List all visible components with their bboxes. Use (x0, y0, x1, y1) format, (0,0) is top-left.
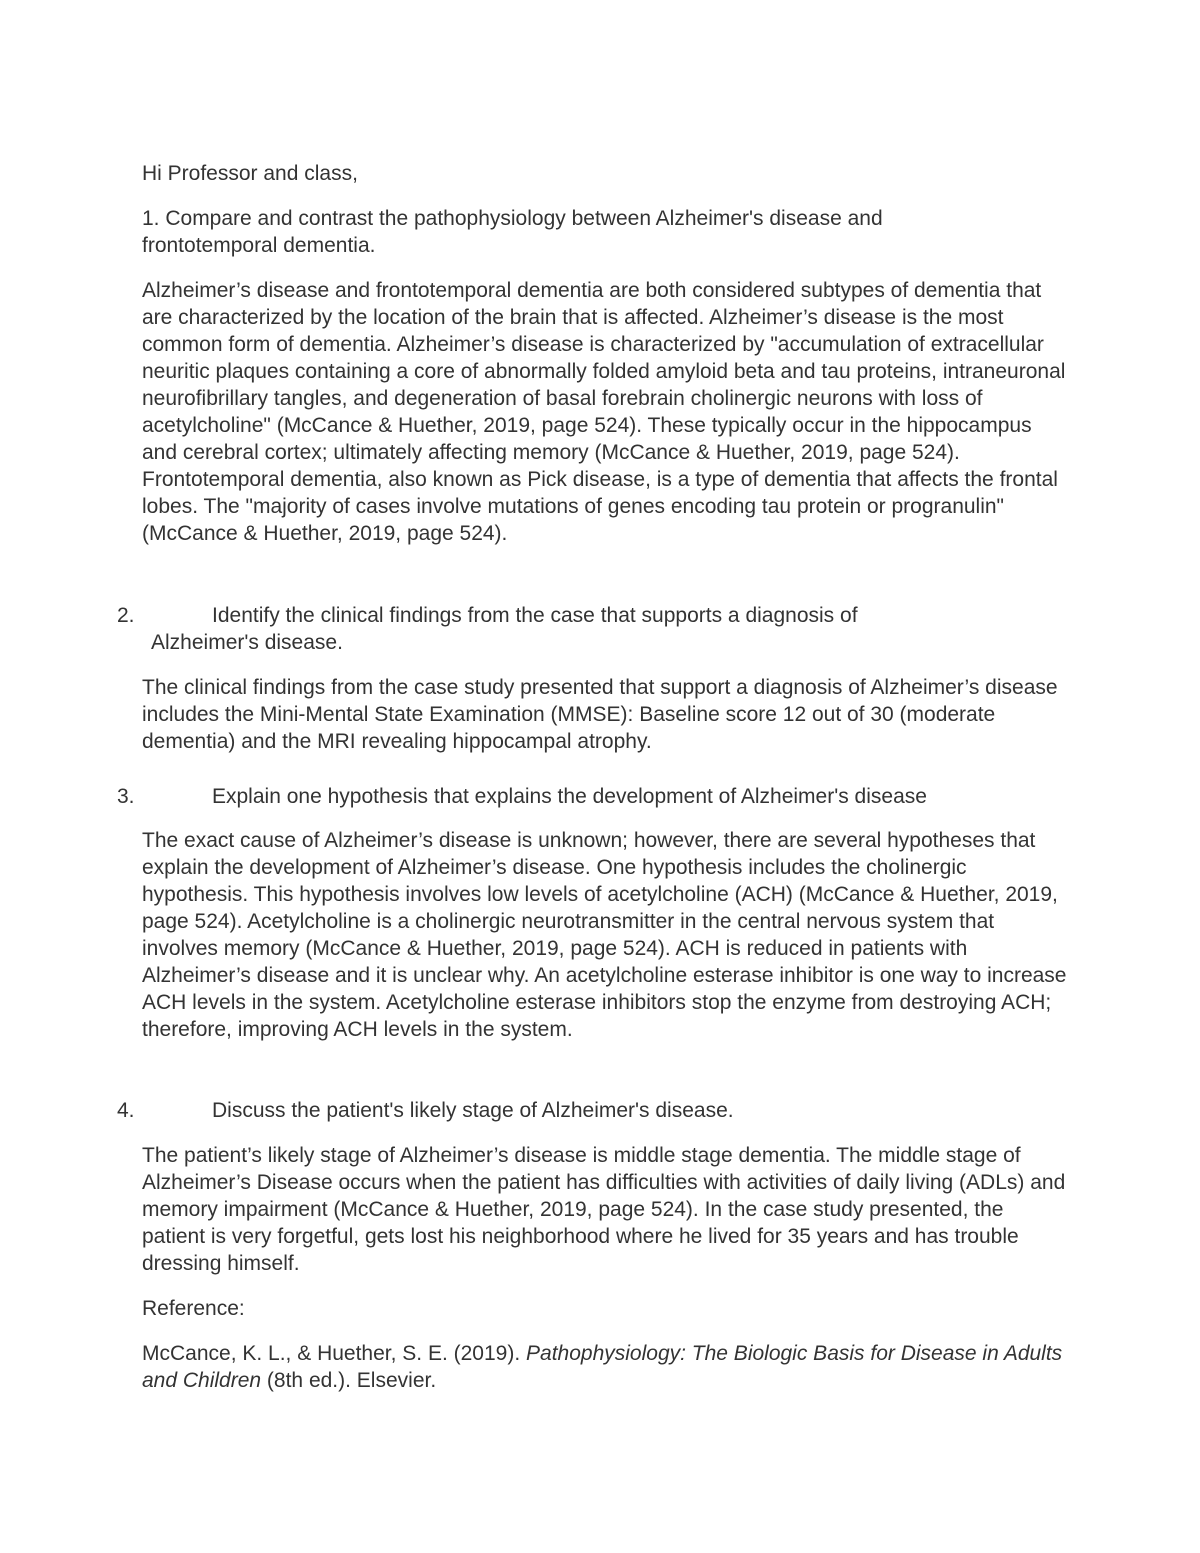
question-2-number: 2. (117, 604, 135, 627)
question-1-line-1: 1. Compare and contrast the pathophysiology between Alzheimer's disease and (142, 207, 883, 230)
reference-citation (142, 1340, 1072, 1394)
question-1 (142, 205, 1072, 259)
reference-publisher: (8th ed.). Elsevier. (261, 1369, 437, 1392)
answer-2: The clinical findings from the case study presented that support a diagnosis of Alzheimer’s disease includes the Mini-Mental State Examination (MMSE): Baseline score 12 out of 30 (moderate dementia) and the MRI revealing hippocampal atrophy. (142, 676, 1058, 753)
question-4-number: 4. (117, 1099, 135, 1122)
question-1-line-2: frontotemporal dementia. (142, 234, 376, 257)
question-2 (117, 602, 1017, 656)
question-2-line-1: Identify the clinical findings from the case that supports a diagnosis of (212, 604, 858, 627)
reference-heading: Reference: (142, 1297, 245, 1320)
answer-4: The patient’s likely stage of Alzheimer’s disease is middle stage dementia. The middle stage of Alzheimer’s Disease occurs when the patient has difficulties with activities of daily living (ADLs) and memory impairment (McCance & Huether, 2019, page 524). In the case study presented, the patient is very forgetful, gets lost his neighborhood where he lived for 35 years and has trouble dressing himself. (142, 1144, 1066, 1275)
reference-title: Pathophysiology: The Biologic Basis for Disease in Adults and Children (142, 1342, 1063, 1392)
reference-authors: McCance, K. L., & Huether, S. E. (2019). (142, 1342, 527, 1365)
question-3 (117, 783, 1017, 810)
answer-3: The exact cause of Alzheimer’s disease is unknown; however, there are several hypotheses that explain the development of Alzheimer’s disease. One hypothesis includes the cholinergic hypothesis. This hypothesis involves low levels of acetylcholine (ACH) (McCance & Huether, 2019, page 524). Acetylcholine is a cholinergic neurotransmitter in the central nervous system that involves memory (McCance & Huether, 2019, page 524). ACH is reduced in patients with Alzheimer’s disease and it is unclear why. An acetylcholine esterase inhibitor is one way to increase ACH levels in the system. Acetylcholine esterase inhibitors stop the enzyme from destroying ACH; therefore, improving ACH levels in the system. (142, 829, 1067, 1041)
greeting: Hi Professor and class, (142, 162, 358, 185)
answer-1: Alzheimer’s disease and frontotemporal dementia are both considered subtypes of dementia that are characterized by the location of the brain that is affected. Alzheimer’s disease is the most common form of dementia. Alzheimer’s disease is characterized by "accumulation of extracellular neuritic plaques containing a core of abnormally folded amyloid beta and tau proteins, intraneuronal neurofibrillary tangles, and degeneration of basal forebrain cholinergic neurons with loss of acetylcholine" (McCance & Huether, 2019, page 524). These typically occur in the hippocampus and cerebral cortex; ultimately affecting memory (McCance & Huether, 2019, page 524). Frontotemporal dementia, also known as Pick disease, is a type of dementia that affects the frontal lobes. The "majority of cases involve mutations of genes encoding tau protein or progranulin" (McCance & Huether, 2019, page 524). (142, 279, 1066, 545)
question-3-line-1: Explain one hypothesis that explains the development of Alzheimer's disease (212, 785, 927, 808)
question-3-number: 3. (117, 785, 135, 808)
question-2-line-2: Alzheimer's disease. (151, 631, 343, 654)
question-4 (117, 1097, 1017, 1124)
question-4-line-1: Discuss the patient's likely stage of Alzheimer's disease. (212, 1099, 734, 1122)
